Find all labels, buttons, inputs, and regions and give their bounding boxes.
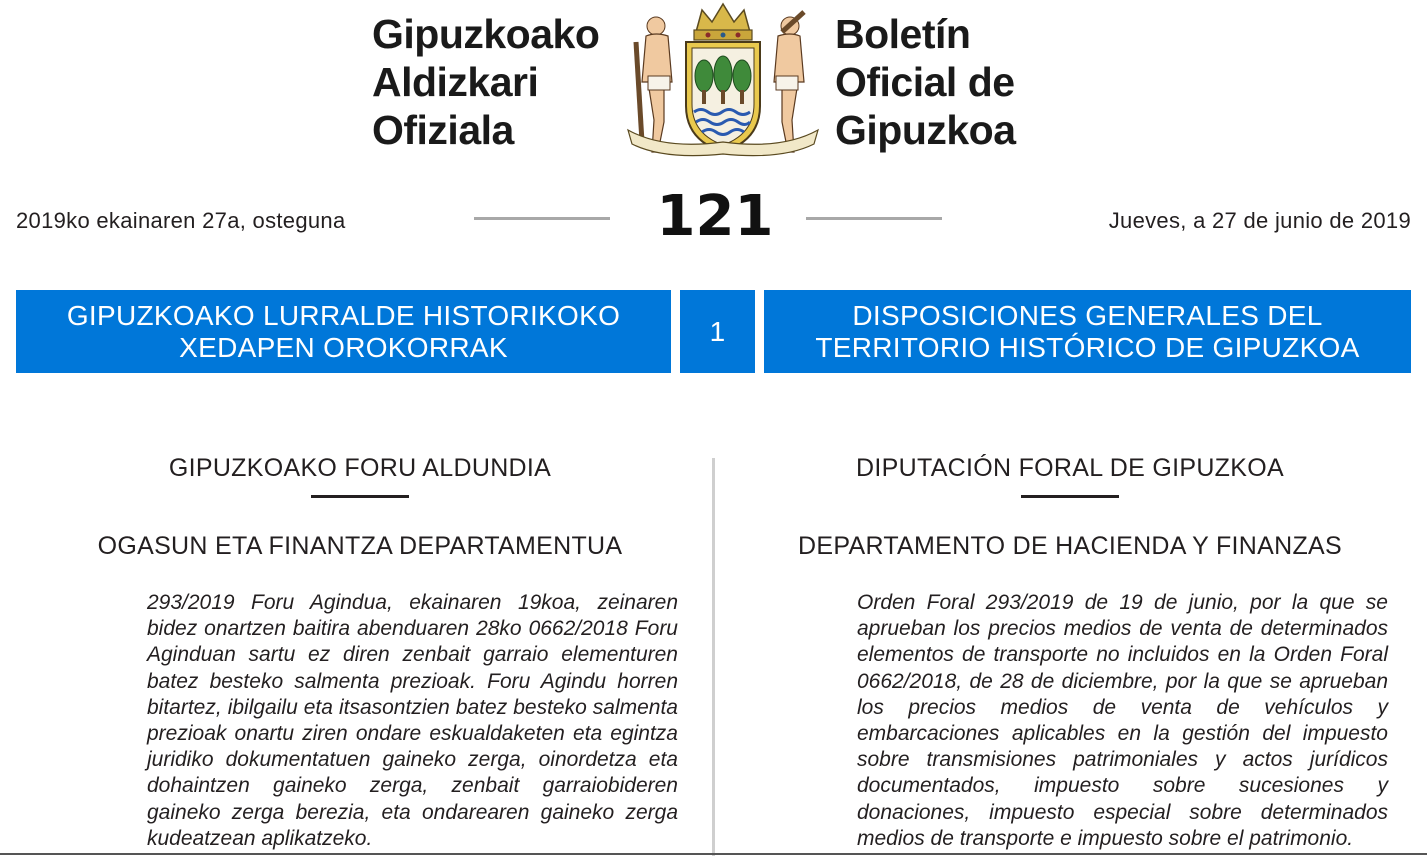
masthead-spanish-line: Gipuzkoa (835, 107, 1016, 153)
masthead-basque-line: Gipuzkoako (372, 11, 600, 57)
issue-number: 121 (656, 184, 774, 249)
section-spanish-line: TERRITORIO HISTÓRICO DE GIPUZKOA (815, 331, 1360, 363)
column-basque (60, 452, 660, 561)
date-basque: 2019ko ekainaren 27a, osteguna (16, 208, 346, 233)
coat-of-arms-icon (624, 2, 822, 164)
masthead-basque-line: Aldizkari (372, 59, 539, 105)
section-basque-line: GIPUZKOAKO LURRALDE HISTORIKOKO (66, 299, 621, 331)
issue-rule-right (806, 217, 942, 220)
authority-heading: DIPUTACIÓN FORAL DE GIPUZKOA (856, 454, 1284, 482)
heading-underline (1021, 495, 1119, 498)
order-summary-spanish: Orden Foral 293/2019 de 19 de junio, por la que se aprueban los precios medios de venta de determinados elementos de transporte no incluidos en la Orden Foral 0662/2018, de 28 de diciembre, por la que se aprueban los precios medios de venta de vehículos y embarcaciones aplicables en la gestión del impuesto sobre transmisiones patrimoniales y actos jurídicos documentados, impuesto sobre sucesiones y donaciones, impuesto especial sobre determinados medios de transporte e impuesto sobre el patrimonio. (857, 591, 1388, 850)
section-basque-line: XEDAPEN OROKORRAK (179, 331, 508, 363)
section-number: 1 (680, 290, 755, 373)
department-heading: DEPARTAMENTO DE HACIENDA Y FINANZAS (798, 532, 1342, 560)
masthead-basque-line: Ofiziala (372, 107, 514, 153)
authority-heading: GIPUZKOAKO FORU ALDUNDIA (168, 454, 552, 482)
masthead-spanish-title (835, 10, 1016, 154)
section-title-basque (16, 290, 671, 373)
column-spanish (770, 452, 1370, 561)
section-spanish-line: DISPOSICIONES GENERALES DEL (852, 299, 1323, 331)
department-heading: OGASUN ETA FINANTZA DEPARTAMENTUA (97, 532, 623, 560)
section-title-spanish (764, 290, 1411, 373)
issue-rule-left (474, 217, 610, 220)
masthead-spanish-line: Oficial de (835, 59, 1015, 105)
masthead-spanish-line: Boletín (835, 11, 971, 57)
order-summary-basque: 293/2019 Foru Agindua, ekainaren 19koa, zeinaren bidez onartzen baitira abenduaren 28ko 0662/2018 Foru Aginduan sartu ez diren zenbait garraio elementuren batez besteko salmenta prezioak. Foru Agindu horren bitartez, ibilgailu eta itsasontzien batez besteko salmenta prezioak onartu ziren ondare eskualdaketen eta egintza juridiko dokumentatuen gaineko zerga, oinordetza eta dohaintzen gaineko zerga, zenbait garraiobideren gaineko zerga berezia, eta ondarearen gaineko zerga kudeatzean aplikatzeko. (147, 591, 678, 850)
heading-underline (311, 495, 409, 498)
column-divider (712, 458, 715, 856)
page-bottom-edge (0, 853, 1427, 855)
masthead-basque-title (372, 10, 599, 154)
date-spanish: Jueves, a 27 de junio de 2019 (1108, 208, 1411, 233)
